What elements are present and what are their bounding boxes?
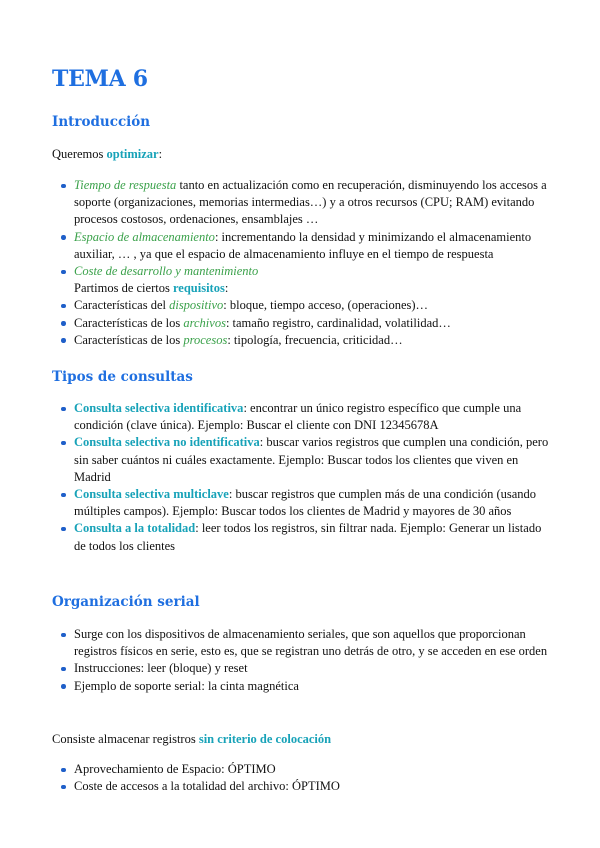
list-item <box>52 761 552 778</box>
intro-lead-highlight: optimizar <box>106 147 159 161</box>
bullet-icon <box>61 633 66 638</box>
item-text: Surge con los dispositivos de almacenamiento seriales, que son aquellos que proporcionan registros físicos en serie, esto es, que se registran uno detrás de otro, y se acceden en ese orden <box>74 627 548 659</box>
item-pre: Características de los <box>74 315 184 330</box>
item-text: Ejemplo de soporte serial: la cinta magnética <box>74 678 299 693</box>
item-emphasis: Coste de desarrollo y mantenimiento <box>74 264 259 279</box>
intro-lead-suffix: : <box>158 147 163 161</box>
bullet-icon <box>61 768 66 773</box>
bullet-icon <box>61 667 66 672</box>
bullet-icon <box>61 441 66 446</box>
list-item <box>52 626 552 660</box>
item-strong: Consulta selectiva no identificativa <box>74 435 260 450</box>
serial-final-list <box>52 761 552 795</box>
list-item <box>52 678 552 695</box>
item-emphasis: Tiempo de respuesta <box>74 178 177 192</box>
item-text: Coste de accesos a la totalidad del archivo: ÓPTIMO <box>74 779 340 794</box>
list-item <box>52 660 552 677</box>
serial-list <box>52 626 552 695</box>
requisitos-highlight: requisitos <box>172 281 225 296</box>
heading-tipos-consultas: Tipos de consultas <box>52 369 193 385</box>
bullet-icon <box>61 270 66 275</box>
item-strong: Consulta selectiva identificativa <box>74 401 244 415</box>
bullet-icon <box>61 321 66 326</box>
list-item <box>52 520 552 554</box>
requisitos-line <box>52 280 552 297</box>
consiste-line <box>52 731 331 748</box>
bullet-icon <box>61 235 66 240</box>
list-item <box>52 778 552 795</box>
item-text: : encontrar un único registro específico que cumple una condición (clave única). Ejemplo: Buscar el cliente con DNI 12345678A <box>74 401 522 433</box>
list-item <box>52 177 552 229</box>
bullet-icon <box>61 407 66 412</box>
bullet-icon <box>61 493 66 498</box>
heading-introduccion: Introducción <box>52 114 151 130</box>
requisitos-suffix: : <box>224 281 229 296</box>
list-item <box>52 229 552 263</box>
item-text: Instrucciones: leer (bloque) y reset <box>74 661 248 676</box>
bullet-icon <box>61 184 66 189</box>
consiste-highlight: sin criterio de colocación <box>198 732 332 746</box>
item-emphasis: Espacio de almacenamiento <box>74 229 215 244</box>
item-text: : tipología, frecuencia, criticidad… <box>227 332 403 347</box>
bullet-icon <box>61 527 66 532</box>
list-item <box>52 332 552 349</box>
page-title: TEMA 6 <box>52 66 148 92</box>
requisitos-prefix: Partimos de ciertos <box>74 281 173 296</box>
intro-lead <box>52 146 162 163</box>
item-text: : buscar registros que cumplen más de una condición (usando múltiples campos). Ejemplo: Buscar todos los clientes de Madrid y mayores de 30 años <box>74 487 537 519</box>
item-text: Aprovechamiento de Espacio: ÓPTIMO <box>74 762 276 776</box>
item-pre: Características del <box>74 298 170 313</box>
intro-list <box>52 177 552 349</box>
item-strong: Consulta selectiva multiclave <box>74 487 229 502</box>
list-item <box>52 263 552 280</box>
list-item <box>52 434 552 486</box>
item-text: tanto en actualización como en recuperación, disminuyendo los accesos a soporte (organizaciones, memorias intermedias…) y a otros recursos (CPU; RAM) evitando procesos costosos, ordenaciones, ensamblajes … <box>74 178 547 227</box>
item-strong: Consulta a la totalidad <box>74 521 196 536</box>
item-emphasis: procesos <box>183 332 228 347</box>
bullet-icon <box>61 684 66 689</box>
list-item <box>52 297 552 314</box>
item-text: : leer todos los registros, sin filtrar nada. Ejemplo: Generar un listado de todos los clientes <box>74 521 542 553</box>
item-pre: Características de los <box>74 332 184 347</box>
consultas-list <box>52 400 552 555</box>
item-emphasis: archivos <box>183 315 226 330</box>
item-text: : incrementando la densidad y minimizando el almacenamiento auxiliar, … , ya que el espacio de almacenamiento influye en el tiempo de respuesta <box>74 229 532 261</box>
heading-organizacion-serial: Organización serial <box>52 594 200 610</box>
item-emphasis: dispositivo <box>169 298 224 313</box>
item-text: : buscar varios registros que cumplen una condición, pero sin saber cuántos ni cuáles exactamente. Ejemplo: Buscar todos los clientes que viven en Madrid <box>74 435 549 484</box>
list-item <box>52 315 552 332</box>
list-item <box>52 400 552 434</box>
bullet-icon <box>61 304 66 309</box>
bullet-icon <box>61 338 66 343</box>
list-item <box>52 486 552 520</box>
consiste-prefix: Consiste almacenar registros <box>52 732 199 746</box>
item-text: : bloque, tiempo acceso, (operaciones)… <box>223 298 429 313</box>
intro-lead-prefix: Queremos <box>52 147 107 161</box>
item-text: : tamaño registro, cardinalidad, volatilidad… <box>225 315 451 330</box>
bullet-icon <box>61 785 66 790</box>
